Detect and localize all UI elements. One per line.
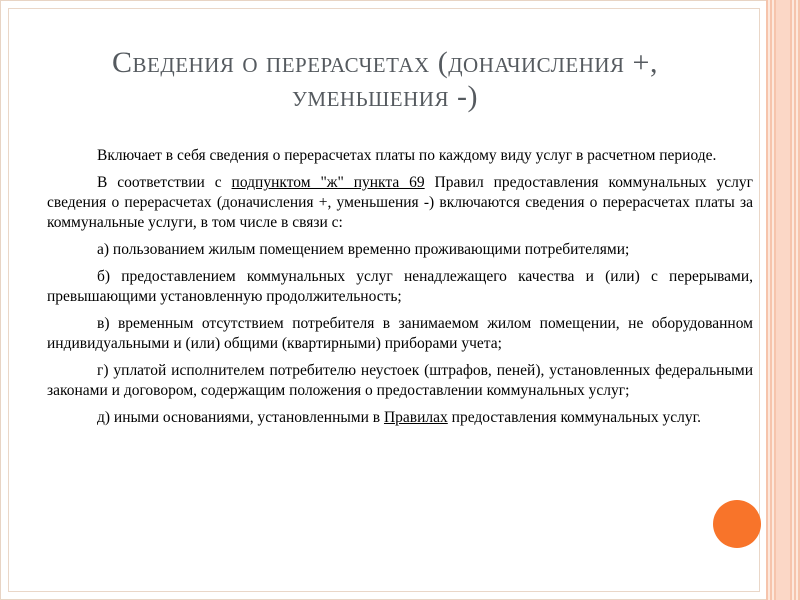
- rules-text-after: Правил предоставления коммунальных услуг сведения о перерасчетах (доначисления +, уменьшения -) включаются сведения о перерасчетах платы за коммунальные услуги, в том числе в связи с:: [47, 174, 753, 231]
- list-item-v: [47, 314, 753, 354]
- slide-body: [47, 146, 753, 435]
- list-item-b: [47, 267, 753, 307]
- subclause-link[interactable]: подпунктом "ж" пункта 69: [231, 174, 425, 191]
- list-item-g: [47, 361, 753, 401]
- list-item-d: [47, 408, 753, 428]
- rules-text-before: В соответствии с: [97, 174, 232, 191]
- slide-title: Сведения о перерасчетах (доначисления +, уменьшения -): [112, 46, 658, 113]
- intro-text: Включает в себя сведения о перерасчетах платы по каждому виду услуг в расчетном периоде.: [97, 147, 717, 164]
- list-item-d-text-before: д) иными основаниями, установленными в: [97, 409, 384, 426]
- intro-paragraph: [47, 146, 753, 166]
- list-item-d-text-after: предоставления коммунальных услуг.: [447, 409, 702, 426]
- decorative-orange-circle: [713, 500, 761, 548]
- list-item-b-text: б) предоставлением коммунальных услуг ненадлежащего качества и (или) с перерывами, превышающими установленную продолжительность;: [47, 268, 753, 305]
- list-item-v-text: в) временным отсутствием потребителя в занимаемом жилом помещении, не оборудованном индивидуальными и (или) общими (квартирными) приборами учета;: [47, 315, 753, 352]
- list-item-g-text: г) уплатой исполнителем потребителю неустоек (штрафов, пеней), установленных федеральными законами и договором, содержащим положения о предоставлении коммунальных услуг;: [47, 362, 753, 399]
- rules-link[interactable]: Правилах: [383, 409, 448, 426]
- rules-paragraph: [47, 173, 753, 233]
- list-item-a-text: а) пользованием жилым помещением временно проживающими потребителями;: [97, 241, 630, 258]
- list-item-a: [47, 240, 753, 260]
- decorative-stripe-center: [776, 0, 790, 600]
